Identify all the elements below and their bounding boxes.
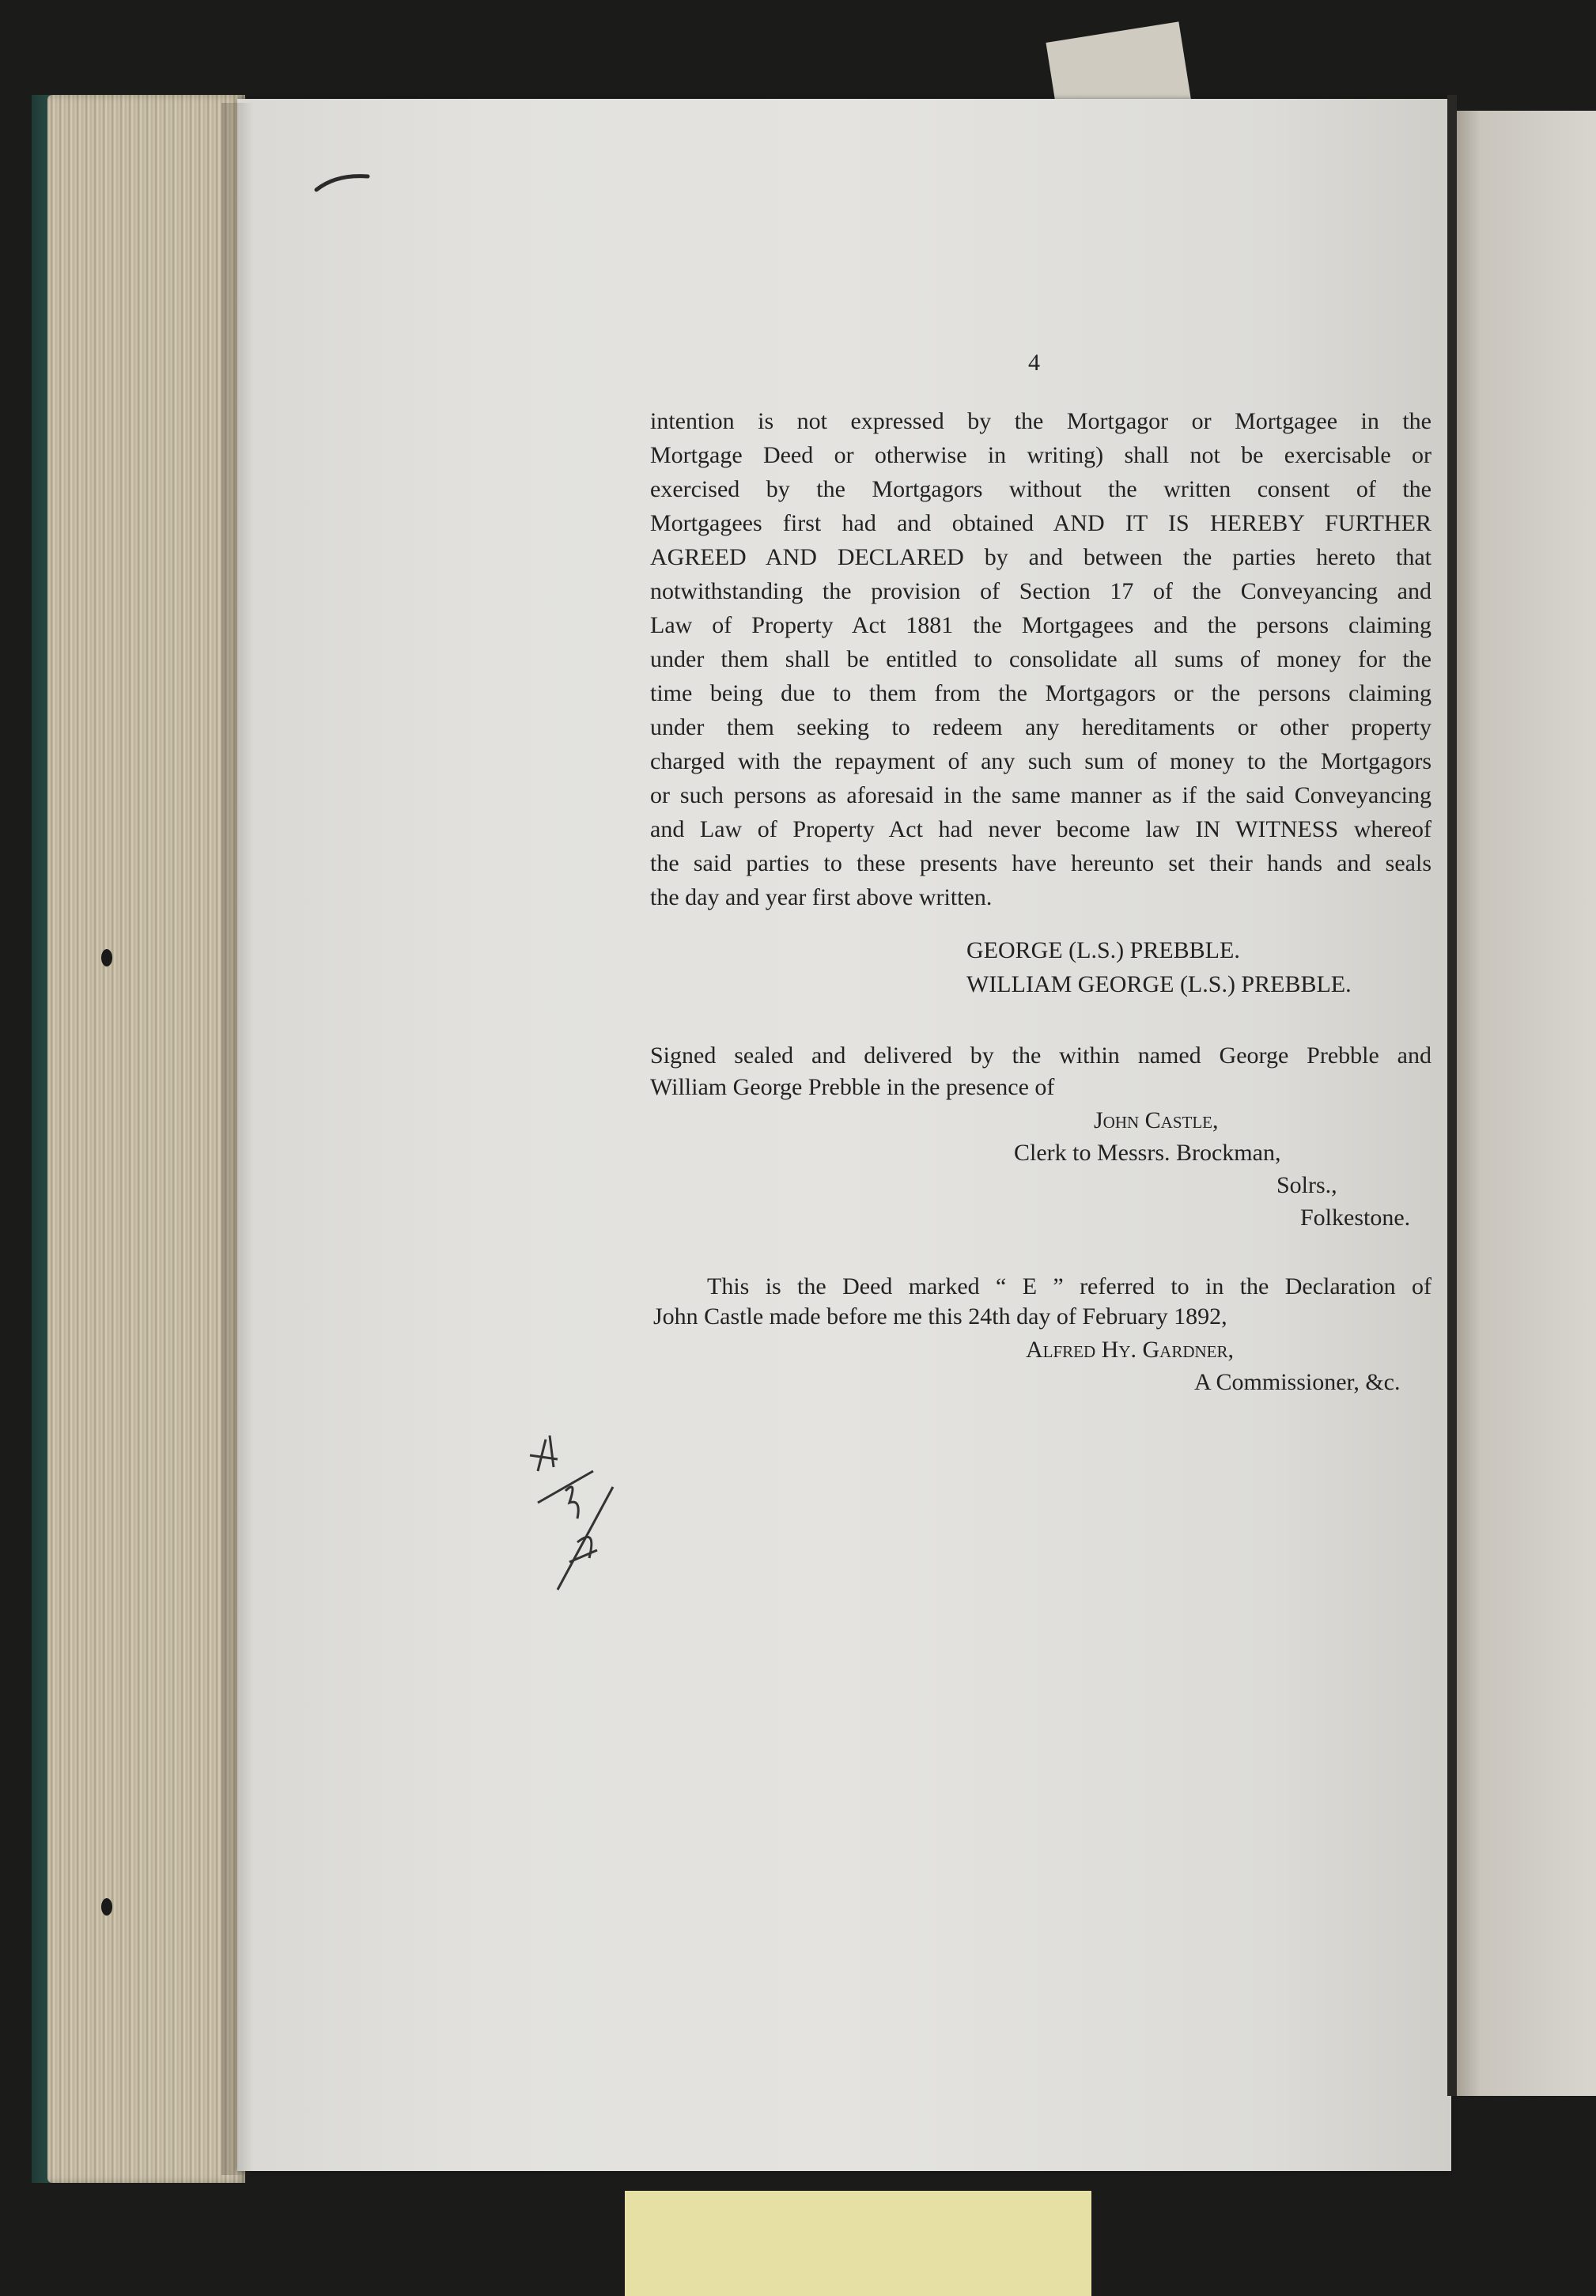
signature-william-george: WILLIAM GEORGE (L.S.) PREBBLE.: [966, 971, 1352, 997]
body-line: or such persons as aforesaid in the same manner as if the said Conveyancing: [650, 782, 1431, 808]
body-line: Mortgagees first had and obtained AND IT IS HEREBY FURTHER: [650, 510, 1431, 536]
pen-mark-icon: [312, 162, 376, 194]
binding-hole: [101, 949, 112, 966]
commissioner-title: A Commissioner, &c.: [1194, 1369, 1401, 1395]
exhibit-line: John Castle made before me this 24th day of February 1892,: [653, 1303, 1227, 1330]
body-line: the said parties to these presents have hereunto set their hands and seals: [650, 850, 1431, 876]
witness-place: Folkestone.: [1300, 1205, 1411, 1231]
witness-role: Clerk to Messrs. Brockman,: [1014, 1140, 1281, 1166]
body-line: charged with the repayment of any such sum of money to the Mortgagors: [650, 748, 1431, 774]
body-line: time being due to them from the Mortgagors or the persons claiming: [650, 680, 1431, 706]
witness-firm: Solrs.,: [1276, 1172, 1337, 1198]
body-line: under them seeking to redeem any hereditaments or other property: [650, 714, 1431, 740]
archive-tag: [625, 2191, 1091, 2296]
body-line: AGREED AND DECLARED by and between the parties hereto that: [650, 544, 1431, 570]
attestation-line: Signed sealed and delivered by the within named George Prebble and: [650, 1042, 1431, 1069]
signature-george: GEORGE (L.S.) PREBBLE.: [966, 937, 1240, 963]
body-line: and Law of Property Act had never become law IN WITNESS whereof: [650, 816, 1431, 842]
body-line: under them shall be entitled to consolidate all sums of money for the: [650, 646, 1431, 672]
page-shadow: [221, 103, 253, 2175]
body-line: Mortgage Deed or otherwise in writing) shall not be exercisable or: [650, 442, 1431, 468]
body-line: notwithstanding the provision of Section 17 of the Conveyancing and: [650, 578, 1431, 604]
binding-hole: [101, 1898, 112, 1916]
body-line: exercised by the Mortgagors without the written consent of the: [650, 476, 1431, 502]
body-line: Law of Property Act 1881 the Mortgagees and the persons claiming: [650, 612, 1431, 638]
page-number: 4: [1028, 350, 1040, 376]
witness-name: John Castle,: [1094, 1107, 1219, 1133]
page-stack: [47, 95, 245, 2183]
gutter: [1447, 95, 1457, 2096]
commissioner-name: Alfred Hy. Gardner,: [1026, 1337, 1235, 1363]
exhibit-line: This is the Deed marked “ E ” referred to in the Declaration of: [707, 1273, 1431, 1299]
body-line: intention is not expressed by the Mortgagor or Mortgagee in the: [650, 408, 1431, 434]
facing-page-edge: [1451, 111, 1596, 2096]
body-line: the day and year first above written.: [650, 884, 993, 910]
handwritten-annotation-icon: [522, 1424, 633, 1598]
attestation-line: William George Prebble in the presence of: [650, 1074, 1055, 1100]
